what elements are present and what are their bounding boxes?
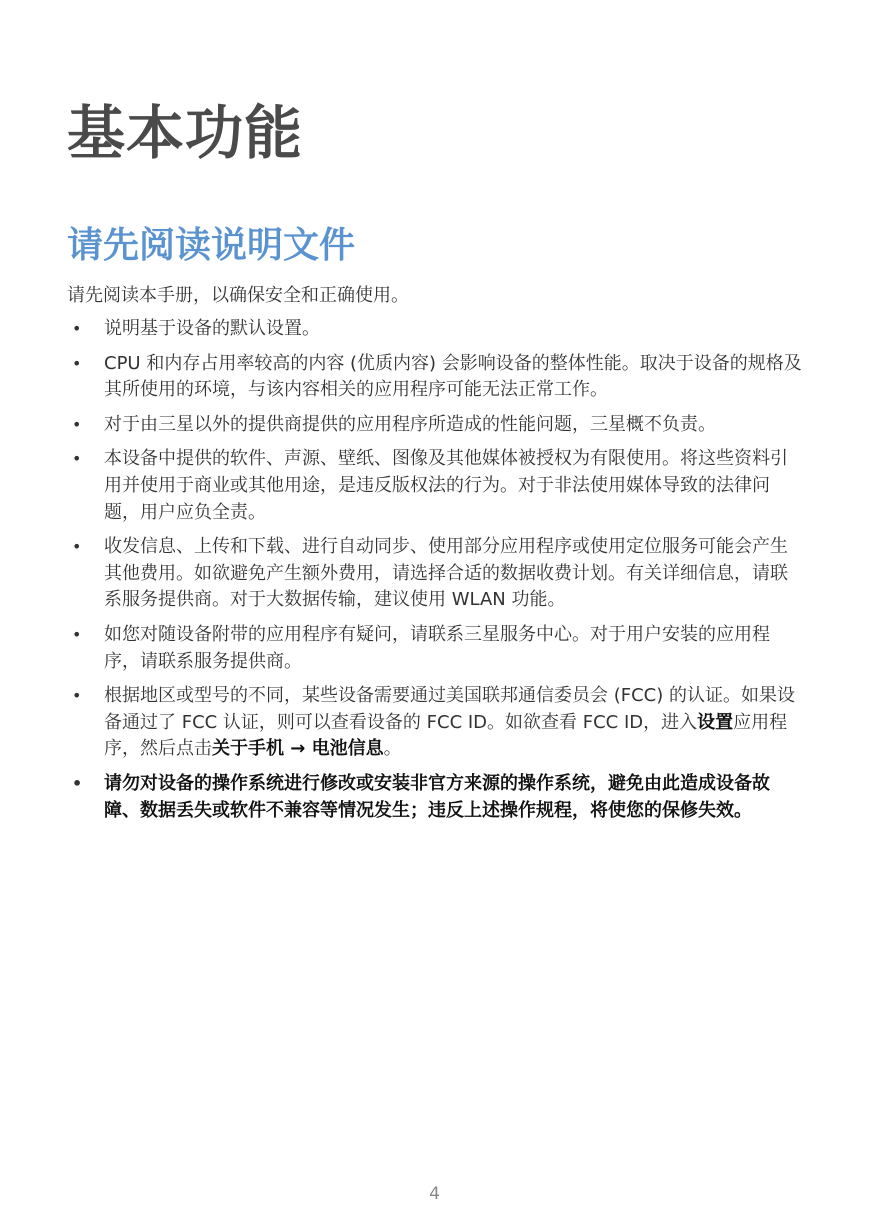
bullet-item-extra-charges: • 收发信息、上传和下载、进行自动同步、使用部分应用程序或使用定位服务可能会产生其他费用。如欲避免产生额外费用，请选择合适的数据收费计划。有关详细信息，请联系服务提供商。对于大数据传输，建议使用 WLAN 功能。 <box>67 534 802 614</box>
bullet-item-fcc <box>67 683 802 763</box>
intro-text: 请先阅读本手册，以确保安全和正确使用。 <box>67 285 409 306</box>
bullet-item-warning: • 请勿对设备的操作系统进行修改或安装非官方来源的操作系统，避免由此造成设备故障、数据丢失或软件不兼容等情况发生；违反上述操作规程，将使您的保修失效。 <box>67 771 802 824</box>
page-number: 4 <box>429 1184 440 1204</box>
fcc-text-part1: 根据地区或型号的不同，某些设备需要通过美国联邦通信委员会 (FCC) 的认证。如果设备通过了 FCC 认证，则可以查看设备的 FCC ID。如欲查看 FCC ID，进入 <box>104 685 795 733</box>
settings-app-name: 设置 <box>697 711 734 733</box>
battery-info-path: 关于手机 → 电池信息 <box>212 738 384 760</box>
bullet-item-third-party: • 对于由三星以外的提供商提供的应用程序所造成的性能问题，三星概不负责。 <box>67 412 802 439</box>
bullet-item-default-settings: • 说明基于设备的默认设置。 <box>67 316 802 343</box>
bullet-list <box>67 316 802 832</box>
page-title: 基本功能 <box>67 99 304 167</box>
bullet-item-performance: • CPU 和内存占用率较高的内容 (优质内容) 会影响设备的整体性能。取决于设备的规格及其所使用的环境，与该内容相关的应用程序可能无法正常工作。 <box>67 351 802 404</box>
fcc-text-part3: 。 <box>383 738 402 760</box>
bullet-item-licensed-media: • 本设备中提供的软件、声源、壁纸、图像及其他媒体被授权为有限使用。将这些资料引用并使用于商业或其他用途，是违反版权法的行为。对于非法使用媒体导致的法律问题，用户应负全责。 <box>67 446 802 526</box>
section-title: 请先阅读说明文件 <box>67 225 356 266</box>
bullet-item-app-questions: • 如您对随设备附带的应用程序有疑问，请联系三星服务中心。对于用户安装的应用程序，请联系服务提供商。 <box>67 622 802 675</box>
fcc-text-part2: 应用程序，然后点击 <box>104 711 788 760</box>
